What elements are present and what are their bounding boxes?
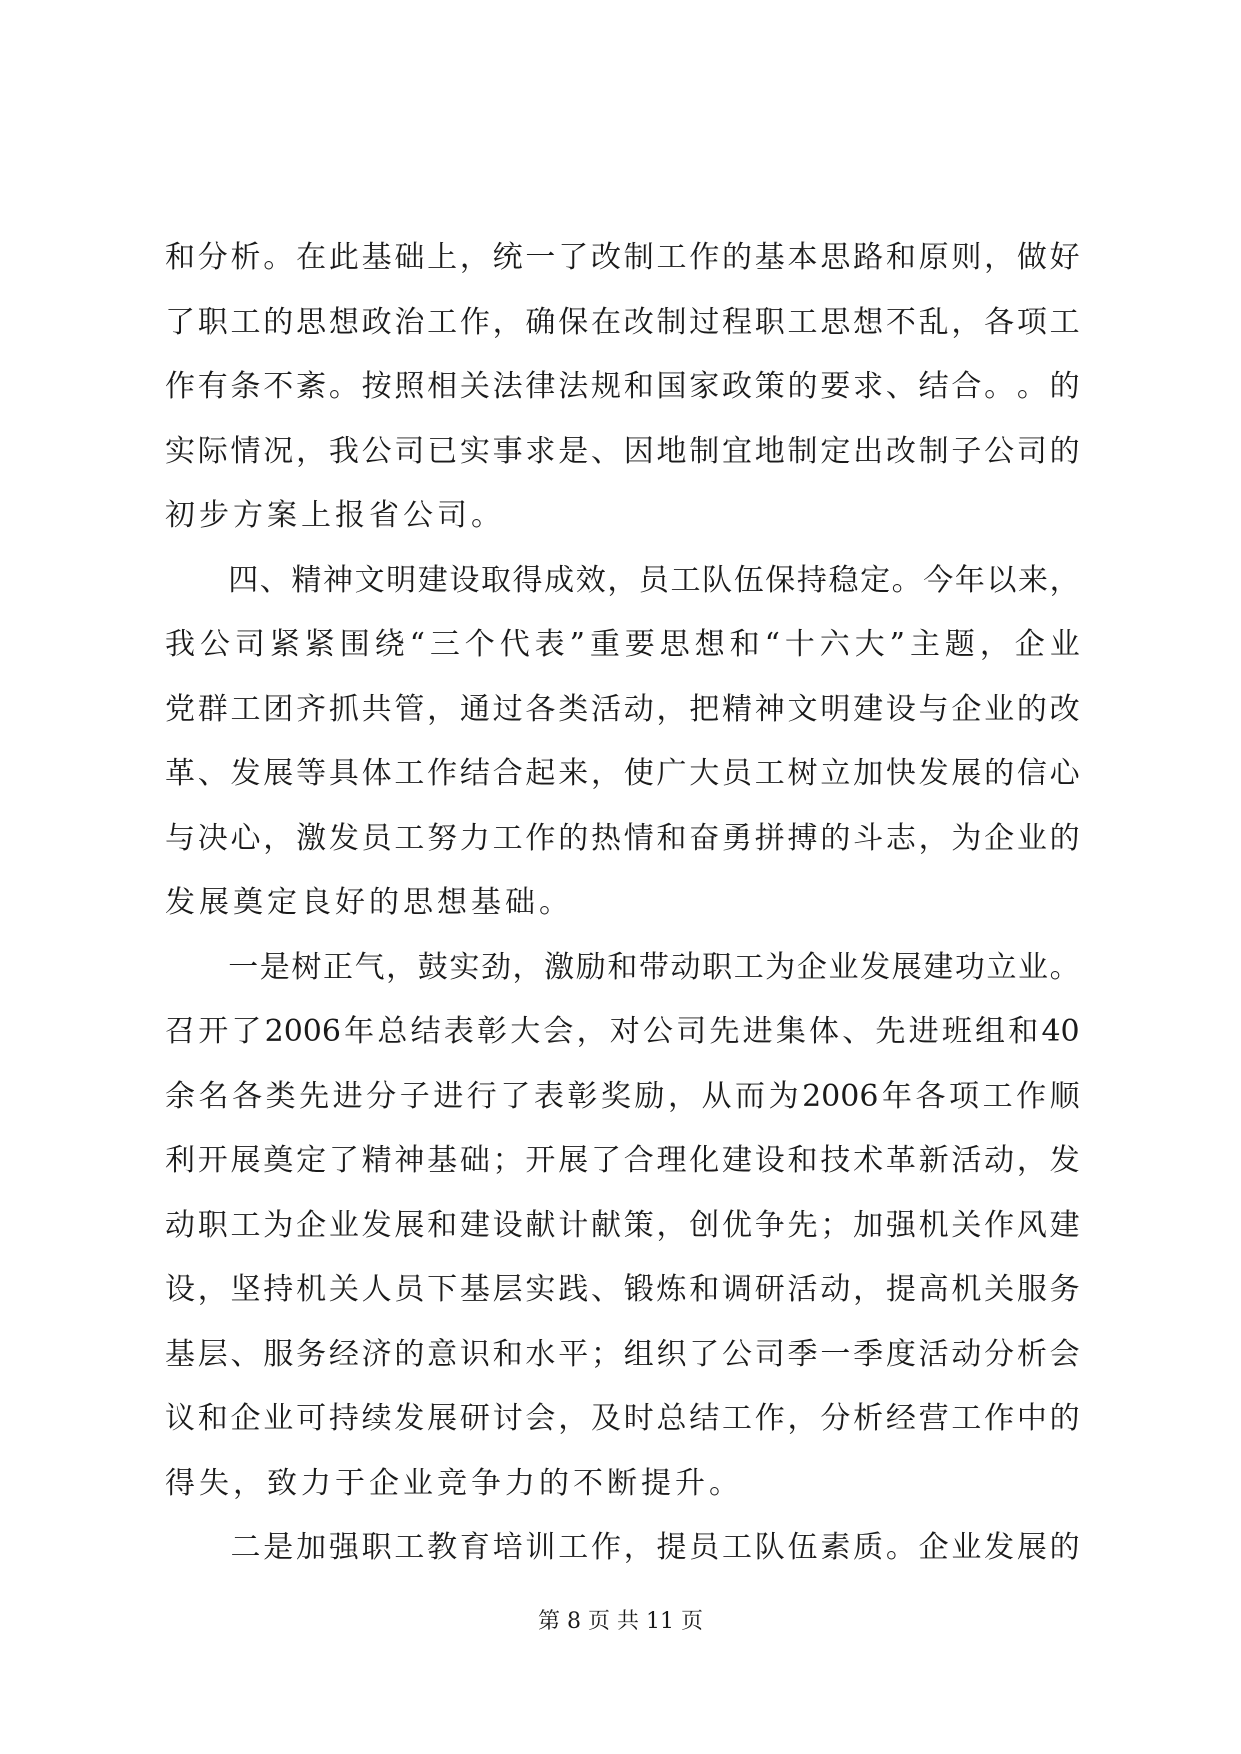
body-text (165, 226, 1080, 1581)
text-line: 召 开 了 2006 年 总 结 表 彰 大 会 ， 对 公 司 先 进 集 体 、 先 进 班 组 和 40 (165, 1014, 1080, 1049)
text-line: 余 名 各 类 先 进 分 子 进 行 了 表 彰 奖 励 ， 从 而 为 2006 年 各 项 工 作 顺 (165, 1078, 1080, 1114)
text-line: 基 层 、 服 务 经 济 的 意 识 和 水 平 ； 组 织 了 公 司 季 一 季 度 活 动 分 析 会 (165, 1336, 1080, 1372)
text-line: 与 决 心 ， 激 发 员 工 努 力 工 作 的 热 情 和 奋 勇 拼 搏 的 斗 志 ， 为 企 业 的 (165, 820, 1080, 856)
text-line: 和 分 析 。 在 此 基 础 上 ， 统 一 了 改 制 工 作 的 基 本 思 路 和 原 则 ， 做 好 (165, 240, 1080, 275)
text-line: 初步方案上报省公司。 (165, 498, 505, 533)
page-footer: 第 8 页 共 11 页 (538, 1609, 703, 1634)
text-line: 四 、 精 神 文 明 建 设 取 得 成 效 ， 员 工 队 伍 保 持 稳 定 。 今 年 以 来 ， (228, 562, 1080, 598)
text-line: 作 有 条 不 紊 。 按 照 相 关 法 律 法 规 和 国 家 政 策 的 要 求 、 结 合 。 。 的 (165, 369, 1080, 404)
text-line: 实 际 情 况 ， 我 公 司 已 实 事 求 是 、 因 地 制 宜 地 制 定 出 改 制 子 公 司 的 (165, 433, 1080, 469)
text-line: 一 是 树 正 气 ， 鼓 实 劲 ， 激 励 和 带 动 职 工 为 企 业 发 展 建 功 立 业 。 (228, 949, 1080, 985)
text-line: 二 是 加 强 职 工 教 育 培 训 工 作 ， 提 员 工 队 伍 素 质 。 企 业 发 展 的 (230, 1530, 1080, 1565)
text-line: 发展奠定良好的思想基础。 (165, 885, 573, 920)
text-line: 动 职 工 为 企 业 发 展 和 建 设 献 计 献 策 ， 创 优 争 先 ； 加 强 机 关 作 风 建 (165, 1207, 1080, 1243)
text-line: 党 群 工 团 齐 抓 共 管 ， 通 过 各 类 活 动 ， 把 精 神 文 明 建 设 与 企 业 的 改 (165, 691, 1080, 727)
text-line: 设 ， 坚 持 机 关 人 员 下 基 层 实 践 、 锻 炼 和 调 研 活 动 ， 提 高 机 关 服 务 (165, 1272, 1080, 1307)
text-line: 得失，致力于企业竞争力的不断提升。 (165, 1465, 743, 1501)
text-line: 了 职 工 的 思 想 政 治 工 作 ， 确 保 在 改 制 过 程 职 工 思 想 不 乱 ， 各 项 工 (165, 304, 1080, 340)
text-line: 革 、 发 展 等 具 体 工 作 结 合 起 来 ， 使 广 大 员 工 树 立 加 快 发 展 的 信 心 (165, 756, 1080, 791)
text-line: 我 公 司 紧 紧 围 绕 “ 三 个 代 表 ” 重 要 思 想 和 “ 十 六 大 ” 主 题 ， 企 业 (165, 627, 1080, 662)
text-line: 议 和 企 业 可 持 续 发 展 研 讨 会 ， 及 时 总 结 工 作 ， 分 析 经 营 工 作 中 的 (165, 1401, 1080, 1436)
text-line: 利 开 展 奠 定 了 精 神 基 础 ； 开 展 了 合 理 化 建 设 和 技 术 革 新 活 动 ， 发 (165, 1143, 1080, 1178)
